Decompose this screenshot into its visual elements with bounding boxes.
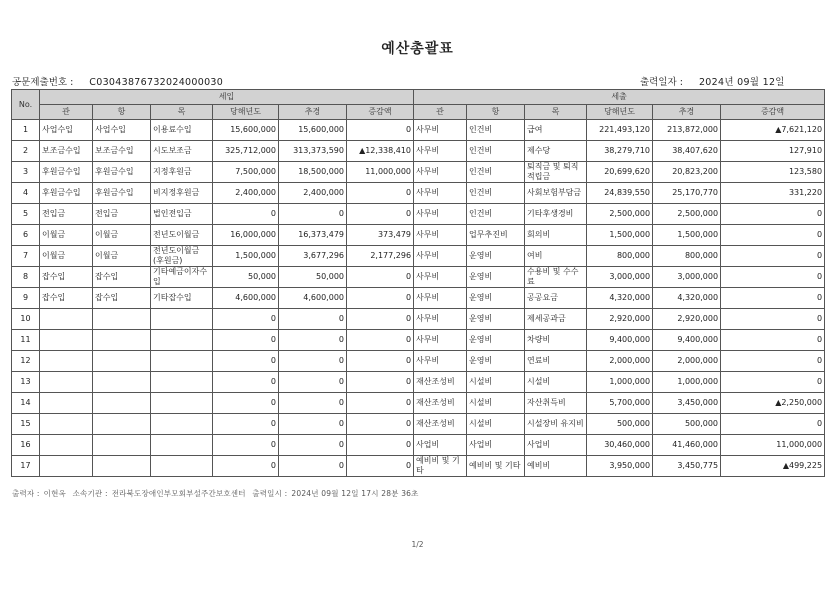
expense-hang-cell: 운영비 — [467, 288, 525, 309]
income-mok-cell — [151, 414, 213, 435]
income-mok-cell — [151, 435, 213, 456]
income-supp-cell: 4,600,000 — [279, 288, 347, 309]
expense-supp-cell: 25,170,770 — [653, 183, 721, 204]
income-current-cell: 16,000,000 — [213, 225, 279, 246]
expense-hang-cell: 시설비 — [467, 393, 525, 414]
doc-number — [12, 74, 223, 88]
income-gwan-cell — [40, 414, 93, 435]
income-current-cell: 15,600,000 — [213, 120, 279, 141]
expense-supp-cell: 20,823,200 — [653, 162, 721, 183]
income-current-cell: 2,400,000 — [213, 183, 279, 204]
income-mok-cell: 법인전입금 — [151, 204, 213, 225]
page-title: 예산총괄표 — [381, 41, 454, 57]
expense-mok-cell: 제수당 — [525, 141, 587, 162]
income-gwan-cell — [40, 435, 93, 456]
expense-mok-cell: 급여 — [525, 120, 587, 141]
org-label: 소속기관 : — [72, 489, 108, 498]
income-hang-cell — [93, 372, 151, 393]
income-current-cell: 0 — [213, 393, 279, 414]
expense-current-cell: 24,839,550 — [587, 183, 653, 204]
header-expense-hang: 항 — [467, 105, 525, 120]
expense-supp-cell: 213,872,000 — [653, 120, 721, 141]
org-value: 전라북도장애인부모회부설주간보호센터 — [111, 489, 246, 498]
expense-hang-cell: 인건비 — [467, 183, 525, 204]
header-expense-current: 당해년도 — [587, 105, 653, 120]
income-diff-cell: 0 — [347, 351, 414, 372]
expense-mok-cell: 시설장비 유지비 — [525, 414, 587, 435]
expense-supp-cell: 2,500,000 — [653, 204, 721, 225]
expense-current-cell: 38,279,710 — [587, 141, 653, 162]
row-no-cell: 17 — [12, 456, 40, 477]
income-gwan-cell: 사업수입 — [40, 120, 93, 141]
income-gwan-cell — [40, 309, 93, 330]
expense-supp-cell: 4,320,000 — [653, 288, 721, 309]
expense-mok-cell: 수용비 및 수수료 — [525, 267, 587, 288]
income-supp-cell: 0 — [279, 393, 347, 414]
table-row — [12, 120, 825, 141]
income-diff-cell: 0 — [347, 288, 414, 309]
expense-current-cell: 9,400,000 — [587, 330, 653, 351]
income-diff-cell: ▲12,338,410 — [347, 141, 414, 162]
header-expense-mok: 목 — [525, 105, 587, 120]
income-supp-cell: 3,677,296 — [279, 246, 347, 267]
income-mok-cell — [151, 456, 213, 477]
income-hang-cell — [93, 309, 151, 330]
expense-supp-cell: 41,460,000 — [653, 435, 721, 456]
expense-diff-cell: 0 — [721, 204, 825, 225]
row-no-cell: 5 — [12, 204, 40, 225]
income-hang-cell — [93, 414, 151, 435]
income-gwan-cell: 보조금수입 — [40, 141, 93, 162]
income-mok-cell: 전년도이월금(후원금) — [151, 246, 213, 267]
table-row — [12, 267, 825, 288]
expense-gwan-cell: 재산조성비 — [414, 372, 467, 393]
expense-gwan-cell: 재산조성비 — [414, 414, 467, 435]
expense-current-cell: 221,493,120 — [587, 120, 653, 141]
income-diff-cell: 0 — [347, 120, 414, 141]
header-row-groups — [12, 90, 825, 105]
income-hang-cell: 사업수입 — [93, 120, 151, 141]
table-row — [12, 204, 825, 225]
expense-gwan-cell: 사무비 — [414, 120, 467, 141]
income-diff-cell: 0 — [347, 183, 414, 204]
expense-diff-cell: 0 — [721, 330, 825, 351]
income-current-cell: 0 — [213, 456, 279, 477]
income-diff-cell: 0 — [347, 372, 414, 393]
table-row — [12, 456, 825, 477]
income-hang-cell: 이월금 — [93, 246, 151, 267]
income-current-cell: 0 — [213, 309, 279, 330]
income-mok-cell — [151, 330, 213, 351]
row-no-cell: 15 — [12, 414, 40, 435]
expense-diff-cell: 0 — [721, 246, 825, 267]
income-gwan-cell — [40, 372, 93, 393]
row-no-cell: 12 — [12, 351, 40, 372]
page-number: 1/2 — [411, 540, 424, 549]
row-no-cell: 3 — [12, 162, 40, 183]
income-current-cell: 0 — [213, 372, 279, 393]
header-expense-diff: 증감액 — [721, 105, 825, 120]
expense-current-cell: 30,460,000 — [587, 435, 653, 456]
expense-diff-cell: ▲2,250,000 — [721, 393, 825, 414]
expense-diff-cell: 0 — [721, 351, 825, 372]
income-diff-cell: 0 — [347, 456, 414, 477]
expense-hang-cell: 인건비 — [467, 204, 525, 225]
expense-hang-cell: 인건비 — [467, 162, 525, 183]
income-supp-cell: 2,400,000 — [279, 183, 347, 204]
income-hang-cell: 이월금 — [93, 225, 151, 246]
expense-gwan-cell: 재산조성비 — [414, 393, 467, 414]
table-row — [12, 225, 825, 246]
row-no-cell: 11 — [12, 330, 40, 351]
income-supp-cell: 313,373,590 — [279, 141, 347, 162]
header-income-supp: 추경 — [279, 105, 347, 120]
printer-value: 이현옥 — [43, 489, 66, 498]
header-expense-supp: 추경 — [653, 105, 721, 120]
income-gwan-cell: 후원금수입 — [40, 183, 93, 204]
expense-hang-cell: 운영비 — [467, 351, 525, 372]
income-current-cell: 0 — [213, 435, 279, 456]
expense-mok-cell: 기타후생경비 — [525, 204, 587, 225]
header-income: 세입 — [40, 90, 414, 105]
income-mok-cell: 전년도이월금 — [151, 225, 213, 246]
expense-gwan-cell: 사무비 — [414, 162, 467, 183]
expense-diff-cell: 0 — [721, 267, 825, 288]
income-hang-cell — [93, 435, 151, 456]
income-mok-cell: 지정후원금 — [151, 162, 213, 183]
table-row — [12, 330, 825, 351]
table-row — [12, 288, 825, 309]
expense-current-cell: 1,500,000 — [587, 225, 653, 246]
print-time-label: 출력일시 : — [252, 489, 288, 498]
income-diff-cell: 0 — [347, 393, 414, 414]
expense-diff-cell: ▲499,225 — [721, 456, 825, 477]
row-no-cell: 2 — [12, 141, 40, 162]
expense-current-cell: 2,500,000 — [587, 204, 653, 225]
income-diff-cell: 0 — [347, 204, 414, 225]
header-income-mok: 목 — [151, 105, 213, 120]
income-supp-cell: 0 — [279, 330, 347, 351]
expense-gwan-cell: 사무비 — [414, 225, 467, 246]
expense-hang-cell: 시설비 — [467, 414, 525, 435]
income-gwan-cell: 잡수입 — [40, 267, 93, 288]
table-row — [12, 372, 825, 393]
expense-mok-cell: 자산취득비 — [525, 393, 587, 414]
expense-current-cell: 4,320,000 — [587, 288, 653, 309]
expense-current-cell: 1,000,000 — [587, 372, 653, 393]
header-row-columns — [12, 105, 825, 120]
income-mok-cell — [151, 372, 213, 393]
table-row — [12, 393, 825, 414]
expense-gwan-cell: 사무비 — [414, 288, 467, 309]
income-gwan-cell: 이월금 — [40, 246, 93, 267]
income-supp-cell: 0 — [279, 414, 347, 435]
income-hang-cell: 잡수입 — [93, 267, 151, 288]
expense-current-cell: 5,700,000 — [587, 393, 653, 414]
income-mok-cell: 이용료수입 — [151, 120, 213, 141]
expense-gwan-cell: 사무비 — [414, 141, 467, 162]
print-date-label: 출력일자 : — [640, 77, 683, 88]
table-row — [12, 162, 825, 183]
expense-mok-cell: 차량비 — [525, 330, 587, 351]
expense-current-cell: 800,000 — [587, 246, 653, 267]
expense-supp-cell: 800,000 — [653, 246, 721, 267]
table-row — [12, 183, 825, 204]
table-row — [12, 351, 825, 372]
expense-mok-cell: 시설비 — [525, 372, 587, 393]
row-no-cell: 8 — [12, 267, 40, 288]
income-current-cell: 0 — [213, 414, 279, 435]
expense-diff-cell: 0 — [721, 414, 825, 435]
print-time-value: 2024년 09월 12일 17시 28분 36초 — [291, 489, 419, 498]
expense-diff-cell: 331,220 — [721, 183, 825, 204]
income-diff-cell: 0 — [347, 330, 414, 351]
expense-diff-cell: 0 — [721, 372, 825, 393]
expense-supp-cell: 1,500,000 — [653, 225, 721, 246]
income-hang-cell: 보조금수입 — [93, 141, 151, 162]
expense-hang-cell: 운영비 — [467, 246, 525, 267]
expense-gwan-cell: 사무비 — [414, 267, 467, 288]
expense-mok-cell: 퇴직금 및 퇴직적립금 — [525, 162, 587, 183]
row-no-cell: 14 — [12, 393, 40, 414]
income-supp-cell: 15,600,000 — [279, 120, 347, 141]
expense-hang-cell: 운영비 — [467, 309, 525, 330]
income-supp-cell: 16,373,479 — [279, 225, 347, 246]
expense-diff-cell: ▲7,621,120 — [721, 120, 825, 141]
header-expense: 세출 — [414, 90, 825, 105]
expense-diff-cell: 0 — [721, 288, 825, 309]
income-gwan-cell — [40, 351, 93, 372]
expense-diff-cell: 127,910 — [721, 141, 825, 162]
expense-hang-cell: 사업비 — [467, 435, 525, 456]
expense-diff-cell: 11,000,000 — [721, 435, 825, 456]
income-mok-cell — [151, 309, 213, 330]
income-current-cell: 1,500,000 — [213, 246, 279, 267]
table-row — [12, 246, 825, 267]
income-diff-cell: 373,479 — [347, 225, 414, 246]
row-no-cell: 10 — [12, 309, 40, 330]
expense-hang-cell: 인건비 — [467, 120, 525, 141]
expense-current-cell: 2,000,000 — [587, 351, 653, 372]
income-hang-cell: 전입금 — [93, 204, 151, 225]
row-no-cell: 13 — [12, 372, 40, 393]
income-gwan-cell — [40, 456, 93, 477]
expense-hang-cell: 업무추진비 — [467, 225, 525, 246]
expense-diff-cell: 123,580 — [721, 162, 825, 183]
expense-gwan-cell: 사무비 — [414, 309, 467, 330]
expense-mok-cell: 사업비 — [525, 435, 587, 456]
expense-current-cell: 3,000,000 — [587, 267, 653, 288]
income-hang-cell: 후원금수입 — [93, 162, 151, 183]
expense-supp-cell: 1,000,000 — [653, 372, 721, 393]
income-diff-cell: 0 — [347, 267, 414, 288]
income-gwan-cell: 이월금 — [40, 225, 93, 246]
income-mok-cell — [151, 393, 213, 414]
expense-mok-cell: 예비비 — [525, 456, 587, 477]
row-no-cell: 9 — [12, 288, 40, 309]
expense-diff-cell: 0 — [721, 309, 825, 330]
doc-number-label: 공문제출번호 : — [12, 77, 74, 88]
expense-mok-cell: 사회보험부담금 — [525, 183, 587, 204]
doc-number-value: C03043876732024000030 — [89, 77, 224, 88]
expense-supp-cell: 2,000,000 — [653, 351, 721, 372]
income-supp-cell: 0 — [279, 435, 347, 456]
income-supp-cell: 0 — [279, 204, 347, 225]
income-gwan-cell — [40, 393, 93, 414]
income-supp-cell: 0 — [279, 372, 347, 393]
income-supp-cell: 0 — [279, 351, 347, 372]
income-diff-cell: 0 — [347, 309, 414, 330]
income-current-cell: 4,600,000 — [213, 288, 279, 309]
header-no: No. — [12, 90, 40, 120]
income-hang-cell — [93, 393, 151, 414]
expense-hang-cell: 운영비 — [467, 267, 525, 288]
header-income-hang: 항 — [93, 105, 151, 120]
income-mok-cell: 기타잡수입 — [151, 288, 213, 309]
expense-gwan-cell: 예비비 및 기타 — [414, 456, 467, 477]
print-date-value: 2024년 09월 12일 — [698, 77, 785, 88]
row-no-cell: 16 — [12, 435, 40, 456]
expense-current-cell: 500,000 — [587, 414, 653, 435]
table-row — [12, 435, 825, 456]
table-row — [12, 141, 825, 162]
expense-hang-cell: 운영비 — [467, 330, 525, 351]
expense-current-cell: 2,920,000 — [587, 309, 653, 330]
row-no-cell: 4 — [12, 183, 40, 204]
income-hang-cell — [93, 456, 151, 477]
income-supp-cell: 50,000 — [279, 267, 347, 288]
expense-supp-cell: 500,000 — [653, 414, 721, 435]
table-row — [12, 309, 825, 330]
income-supp-cell: 0 — [279, 456, 347, 477]
expense-gwan-cell: 사무비 — [414, 204, 467, 225]
header-income-diff: 증감액 — [347, 105, 414, 120]
expense-gwan-cell: 사무비 — [414, 351, 467, 372]
expense-supp-cell: 9,400,000 — [653, 330, 721, 351]
expense-gwan-cell: 사무비 — [414, 183, 467, 204]
income-gwan-cell: 잡수입 — [40, 288, 93, 309]
income-mok-cell: 시도보조금 — [151, 141, 213, 162]
income-current-cell: 0 — [213, 351, 279, 372]
expense-supp-cell: 3,000,000 — [653, 267, 721, 288]
budget-table — [11, 89, 825, 477]
expense-supp-cell: 38,407,620 — [653, 141, 721, 162]
printer-label: 출력자 : — [12, 489, 40, 498]
income-current-cell: 0 — [213, 330, 279, 351]
expense-hang-cell: 시설비 — [467, 372, 525, 393]
income-hang-cell — [93, 351, 151, 372]
expense-supp-cell: 2,920,000 — [653, 309, 721, 330]
print-date — [640, 74, 785, 88]
income-current-cell: 7,500,000 — [213, 162, 279, 183]
expense-hang-cell: 인건비 — [467, 141, 525, 162]
expense-supp-cell: 3,450,775 — [653, 456, 721, 477]
expense-current-cell: 3,950,000 — [587, 456, 653, 477]
income-gwan-cell: 전입금 — [40, 204, 93, 225]
row-no-cell: 7 — [12, 246, 40, 267]
expense-mok-cell: 회의비 — [525, 225, 587, 246]
income-hang-cell: 잡수입 — [93, 288, 151, 309]
income-gwan-cell — [40, 330, 93, 351]
header-income-gwan: 관 — [40, 105, 93, 120]
income-supp-cell: 18,500,000 — [279, 162, 347, 183]
header-expense-gwan: 관 — [414, 105, 467, 120]
income-hang-cell — [93, 330, 151, 351]
income-current-cell: 0 — [213, 204, 279, 225]
expense-mok-cell: 제세공과금 — [525, 309, 587, 330]
expense-gwan-cell: 사업비 — [414, 435, 467, 456]
row-no-cell: 6 — [12, 225, 40, 246]
income-diff-cell: 2,177,296 — [347, 246, 414, 267]
row-no-cell: 1 — [12, 120, 40, 141]
income-mok-cell — [151, 351, 213, 372]
expense-gwan-cell: 사무비 — [414, 330, 467, 351]
income-hang-cell: 후원금수입 — [93, 183, 151, 204]
income-diff-cell: 11,000,000 — [347, 162, 414, 183]
expense-supp-cell: 3,450,000 — [653, 393, 721, 414]
income-current-cell: 325,712,000 — [213, 141, 279, 162]
header-income-current: 당해년도 — [213, 105, 279, 120]
expense-mok-cell: 여비 — [525, 246, 587, 267]
income-mok-cell: 비지정후원금 — [151, 183, 213, 204]
income-gwan-cell: 후원금수입 — [40, 162, 93, 183]
income-current-cell: 50,000 — [213, 267, 279, 288]
expense-gwan-cell: 사무비 — [414, 246, 467, 267]
table-row — [12, 414, 825, 435]
expense-diff-cell: 0 — [721, 225, 825, 246]
expense-current-cell: 20,699,620 — [587, 162, 653, 183]
income-supp-cell: 0 — [279, 309, 347, 330]
expense-mok-cell: 연료비 — [525, 351, 587, 372]
income-diff-cell: 0 — [347, 435, 414, 456]
expense-hang-cell: 예비비 및 기타 — [467, 456, 525, 477]
expense-mok-cell: 공공요금 — [525, 288, 587, 309]
income-diff-cell: 0 — [347, 414, 414, 435]
income-mok-cell: 기타예금이자수입 — [151, 267, 213, 288]
footer-info — [12, 488, 423, 499]
